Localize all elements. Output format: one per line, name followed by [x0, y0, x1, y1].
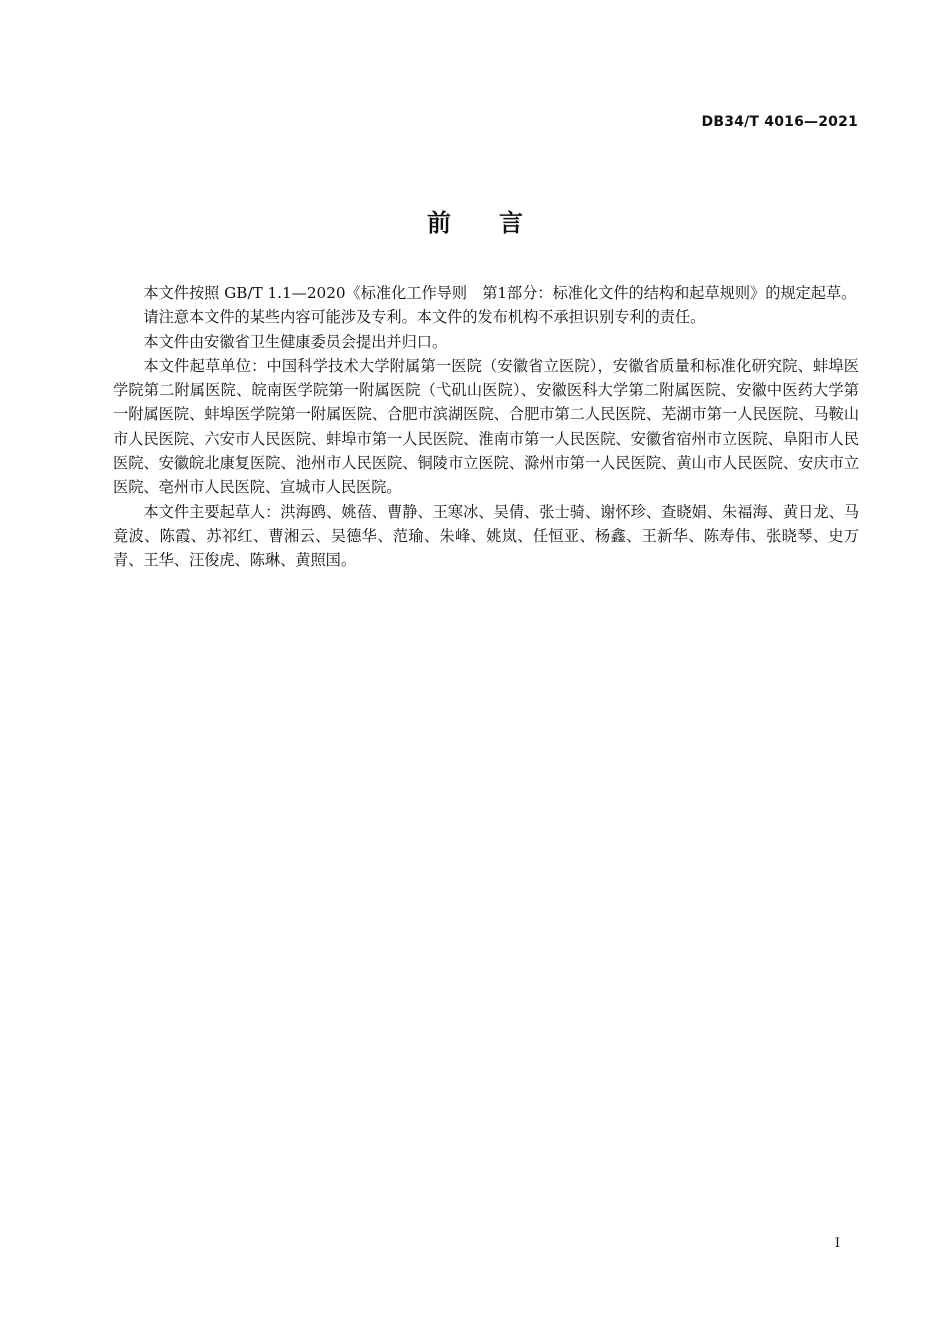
paragraph-drafting-units: 本文件起草单位：中国科学技术大学附属第一医院（安徽省立医院），安徽省质量和标准化研究院、蚌埠医学院第二附属医院、皖南医学院第一附属医院（弋矶山医院）、安徽医科大学第二附属医院、安徽中医药大学第一附属医院、蚌埠医学院第一附属医院、合肥市滨湖医院、合肥市第二人民医院、芜湖市第一人民医院、马鞍山市人民医院、六安市人民医院、蚌埠市第一人民医院、淮南市第一人民医院、安徽省宿州市立医院、阜阳市人民医院、安徽皖北康复医院、池州市人民医院、铜陵市立医院、滁州市第一人民医院、黄山市人民医院、安庆市立医院、亳州市人民医院、宣城市人民医院。 — [113, 356, 859, 497]
page-number: I — [834, 1236, 840, 1251]
paragraph-drafting-rule: 本文件按照 GB/T 1.1—2020《标准化工作导则 第1部分：标准化文件的结构和起草规则》的规定起草。 — [143, 284, 857, 302]
page-title: 前言 — [427, 209, 571, 237]
paragraph-proposer: 本文件由安徽省卫生健康委员会提出并归口。 — [143, 332, 448, 351]
paragraph-drafters: 本文件主要起草人：洪海鸥、姚蓓、曹静、王寒冰、吴倩、张士骑、谢怀珍、查晓娟、朱福海、黄日龙、马竟波、陈霞、苏祁红、曹湘云、吴德华、范瑜、朱峰、姚岚、任恒亚、杨鑫、王新华、陈寿伟、张晓琴、史万青、王华、汪俊虎、陈琳、黄照国。 — [113, 502, 859, 570]
document-code: DB34/T 4016—2021 — [701, 114, 858, 130]
document-body — [113, 281, 859, 573]
paragraph-patent-notice: 请注意本文件的某些内容可能涉及专利。本文件的发布机构不承担识别专利的责任。 — [143, 308, 706, 327]
